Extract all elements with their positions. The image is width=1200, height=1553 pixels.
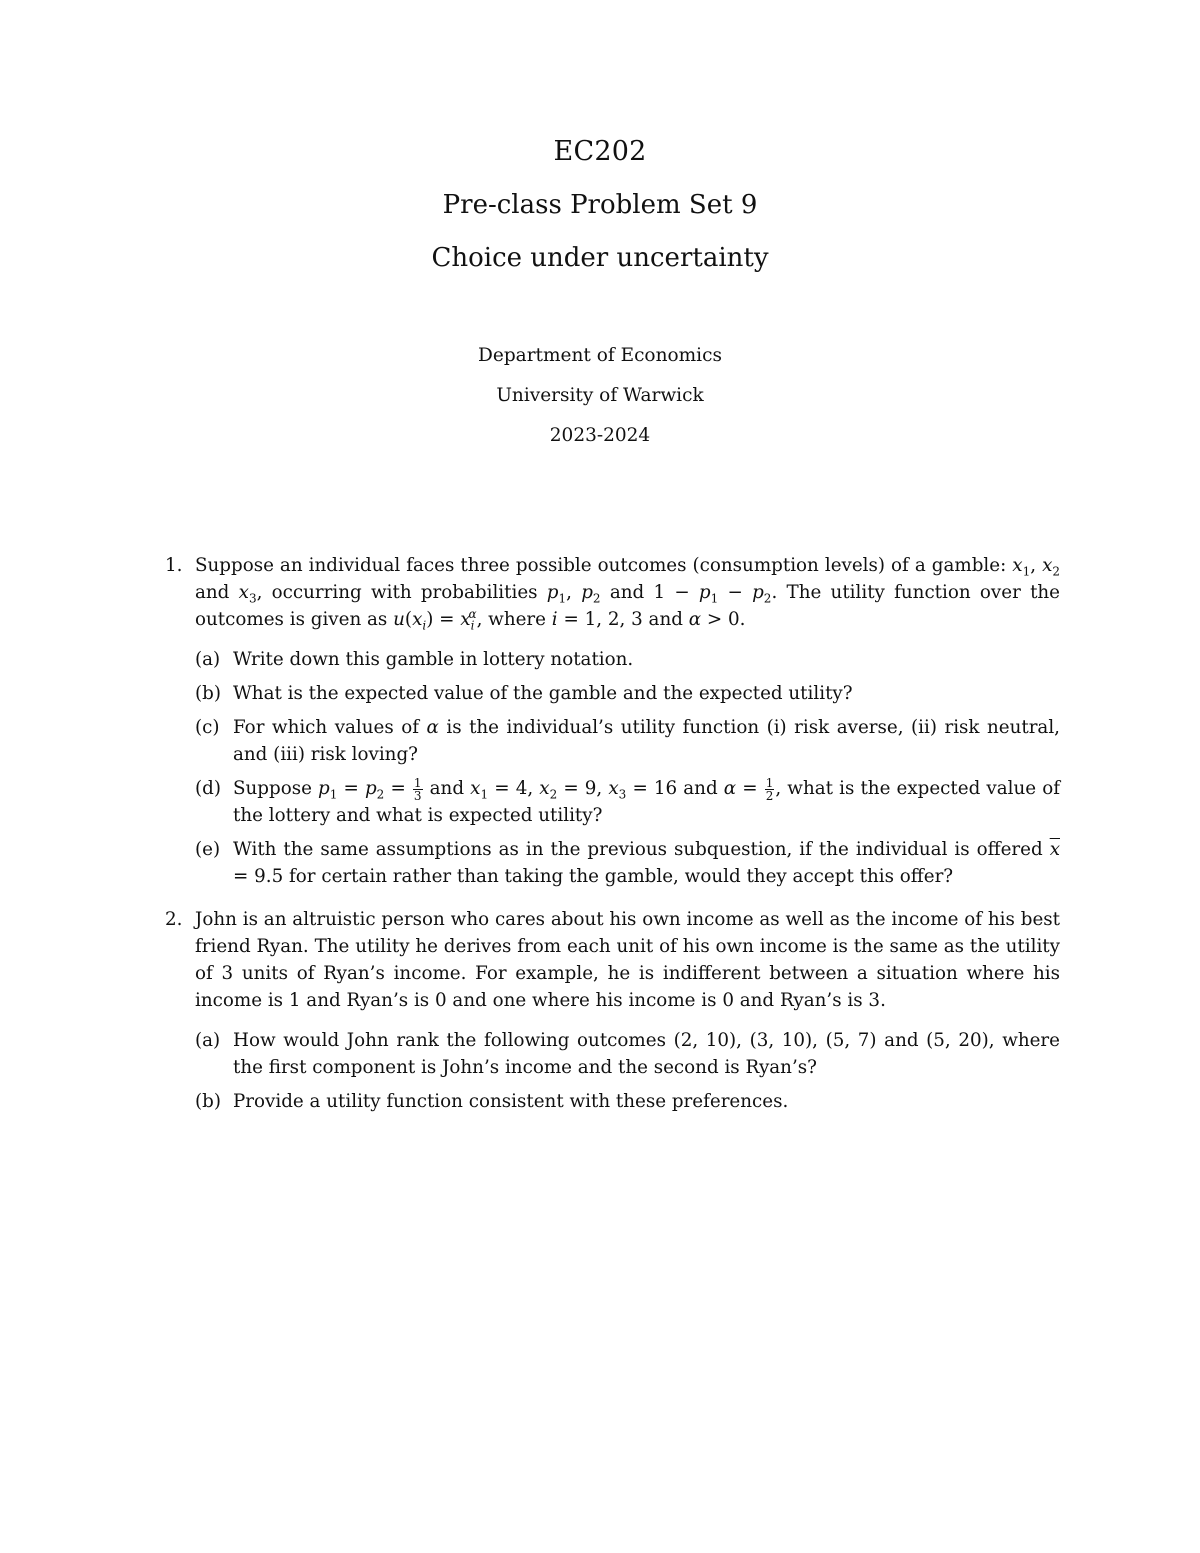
part-label: (b)	[195, 1091, 221, 1112]
problem-list	[165, 552, 1060, 1131]
fraction-one-third: $\frac{1}{3}$	[413, 775, 422, 803]
academic-year: 2023-2024	[549, 425, 651, 446]
problem-1-parts	[195, 646, 1060, 890]
part-label: (e)	[195, 839, 221, 860]
problem-2-parts	[195, 1027, 1060, 1115]
part-text: Provide a utility function consistent with these preferences.	[233, 1091, 789, 1112]
part-e	[195, 836, 1060, 890]
part-text: What is the expected value of the gamble and the expected utility?	[233, 683, 853, 704]
department-name: Department of Economics	[478, 345, 722, 366]
part-text: Write down this gamble in lottery notation.	[233, 649, 634, 670]
part-a	[195, 646, 1060, 673]
part-c	[195, 714, 1060, 768]
problem-1	[165, 552, 1060, 890]
part-label: (d)	[195, 778, 221, 799]
part-label: (a)	[195, 1030, 221, 1051]
part-d	[195, 775, 1060, 829]
problem-1-statement: Suppose an individual faces three possible outcomes (consumption levels) of a gamble: $x_1$, $x_2$ and $x_3$, occurring with probabilities $p_1$, $p_2$ and $1 - p_1 - p_2$. The utility function over the outcomes is given as $u(x_i) = x_i^\alpha$, where i = 1, 2, 3 and α > 0.	[195, 555, 1061, 633]
part-label: (b)	[195, 683, 221, 704]
part-label: (c)	[195, 717, 220, 738]
part-text: With the same assumptions as in the previous subquestion, if the individual is offered $\overline{x} = 9.5$ for certain rather than taking the gamble, would they accept this offer?	[233, 839, 1060, 887]
part-a	[195, 1027, 1060, 1081]
problem-2-statement: John is an altruistic person who cares about his own income as well as the income of his best friend Ryan. The utility he derives from each unit of his own income is the same as the utility of 3 units of Ryan’s income. For example, he is indifferent between a situation where his income is 1 and Ryan’s is 0 and one where his income is 0 and Ryan’s is 3.	[195, 909, 1060, 1011]
part-text: For which values of α is the individual’s utility function (i) risk averse, (ii) risk neutral, and (iii) risk loving?	[233, 717, 1060, 765]
part-b	[195, 680, 1060, 707]
problem-number: 1.	[165, 555, 183, 576]
part-label: (a)	[195, 649, 221, 670]
problem-number: 2.	[165, 909, 183, 930]
document-subtitle: Pre-class Problem Set 9	[442, 190, 758, 220]
document-topic: Choice under uncertainty	[431, 243, 769, 273]
part-b	[195, 1088, 1060, 1115]
part-text: How would John rank the following outcomes (2, 10), (3, 10), (5, 7) and (5, 20), where the first component is John’s income and the second is Ryan’s?	[233, 1030, 1060, 1078]
part-text: Suppose $p_1 = p_2$ = $\frac{1}{3}$ and $x_1 = 4$, $x_2 = 9$, $x_3 = 16$ and α = $\frac{1}{2}$ , what is the expected value of the lottery and what is expected utility?	[233, 775, 1060, 826]
fraction-one-half: $\frac{1}{2}$	[765, 775, 774, 803]
university-name: University of Warwick	[496, 385, 704, 406]
course-code: EC202	[553, 136, 647, 167]
problem-2	[165, 906, 1060, 1115]
